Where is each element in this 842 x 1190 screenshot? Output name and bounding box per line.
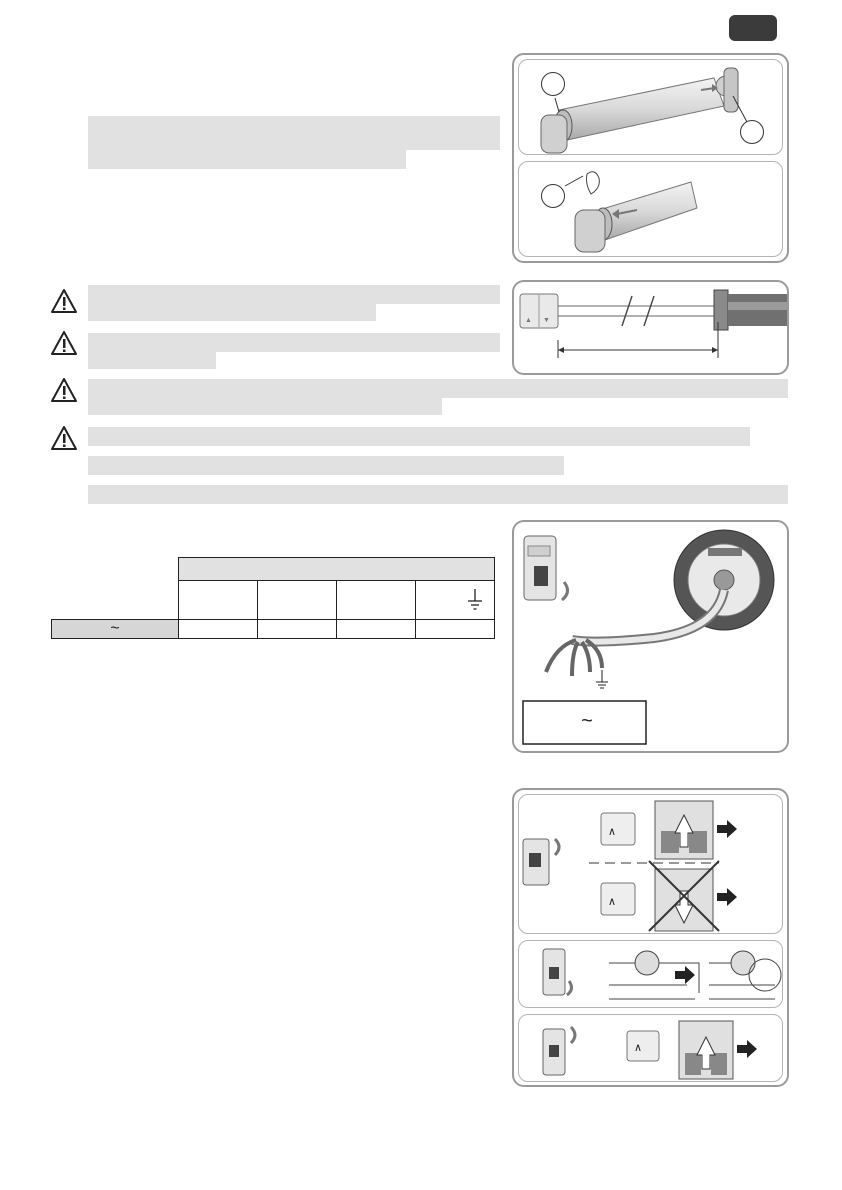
warning-text-bar [88, 427, 750, 446]
warning-text-bar [88, 396, 442, 415]
text-bar [88, 150, 406, 169]
warning-triangle-icon [50, 377, 78, 403]
warning-triangle-icon [50, 288, 78, 314]
tube-clip-illustration [519, 162, 784, 258]
table-header [179, 558, 495, 581]
figure-step-test [518, 794, 783, 934]
column-header-ground [416, 581, 495, 620]
figure-step-verify [518, 1014, 783, 1082]
wiring-table [51, 557, 495, 639]
warning-text-bar [88, 485, 788, 504]
warning-text-bar [88, 302, 376, 321]
callout-2 [740, 120, 764, 144]
svg-text:∧: ∧ [608, 826, 617, 838]
cable-length-illustration [514, 282, 787, 373]
language-badge [729, 15, 777, 41]
supply-ac-symbol: ~ [581, 710, 593, 732]
figure-panel-direction [512, 788, 789, 1087]
svg-text:▲: ▲ [525, 317, 532, 324]
table-cell [258, 620, 337, 639]
callout-3 [541, 184, 565, 208]
figure-step-clip [518, 161, 783, 257]
svg-text:∧: ∧ [634, 1042, 643, 1054]
svg-text:∧: ∧ [608, 896, 617, 908]
callout-1 [541, 72, 565, 96]
wiring-illustration [514, 522, 787, 751]
verify-illustration [519, 1015, 784, 1083]
table-cell [179, 620, 258, 639]
row-label-ac: ~ [52, 620, 179, 639]
table-cell [337, 620, 416, 639]
text-bar [88, 116, 500, 150]
warning-text-bar [88, 456, 564, 475]
table-corner [52, 581, 179, 620]
column-header [179, 581, 258, 620]
figure-step-swap-wires [518, 940, 783, 1008]
figure-panel-installation [512, 53, 789, 263]
column-header [337, 581, 416, 620]
column-header [258, 581, 337, 620]
table-corner [52, 558, 179, 581]
figure-panel-cable [512, 280, 789, 375]
svg-text:▼: ▼ [543, 317, 550, 324]
direction-test-illustration [519, 795, 784, 935]
swap-wires-illustration [519, 941, 784, 1009]
warning-text-bar [88, 350, 216, 369]
figure-step-insert [518, 59, 783, 155]
warning-triangle-icon [50, 330, 78, 356]
earth-ground-icon [465, 587, 485, 613]
warning-triangle-icon [50, 425, 78, 451]
table-cell [416, 620, 495, 639]
figure-panel-wiring [512, 520, 789, 753]
